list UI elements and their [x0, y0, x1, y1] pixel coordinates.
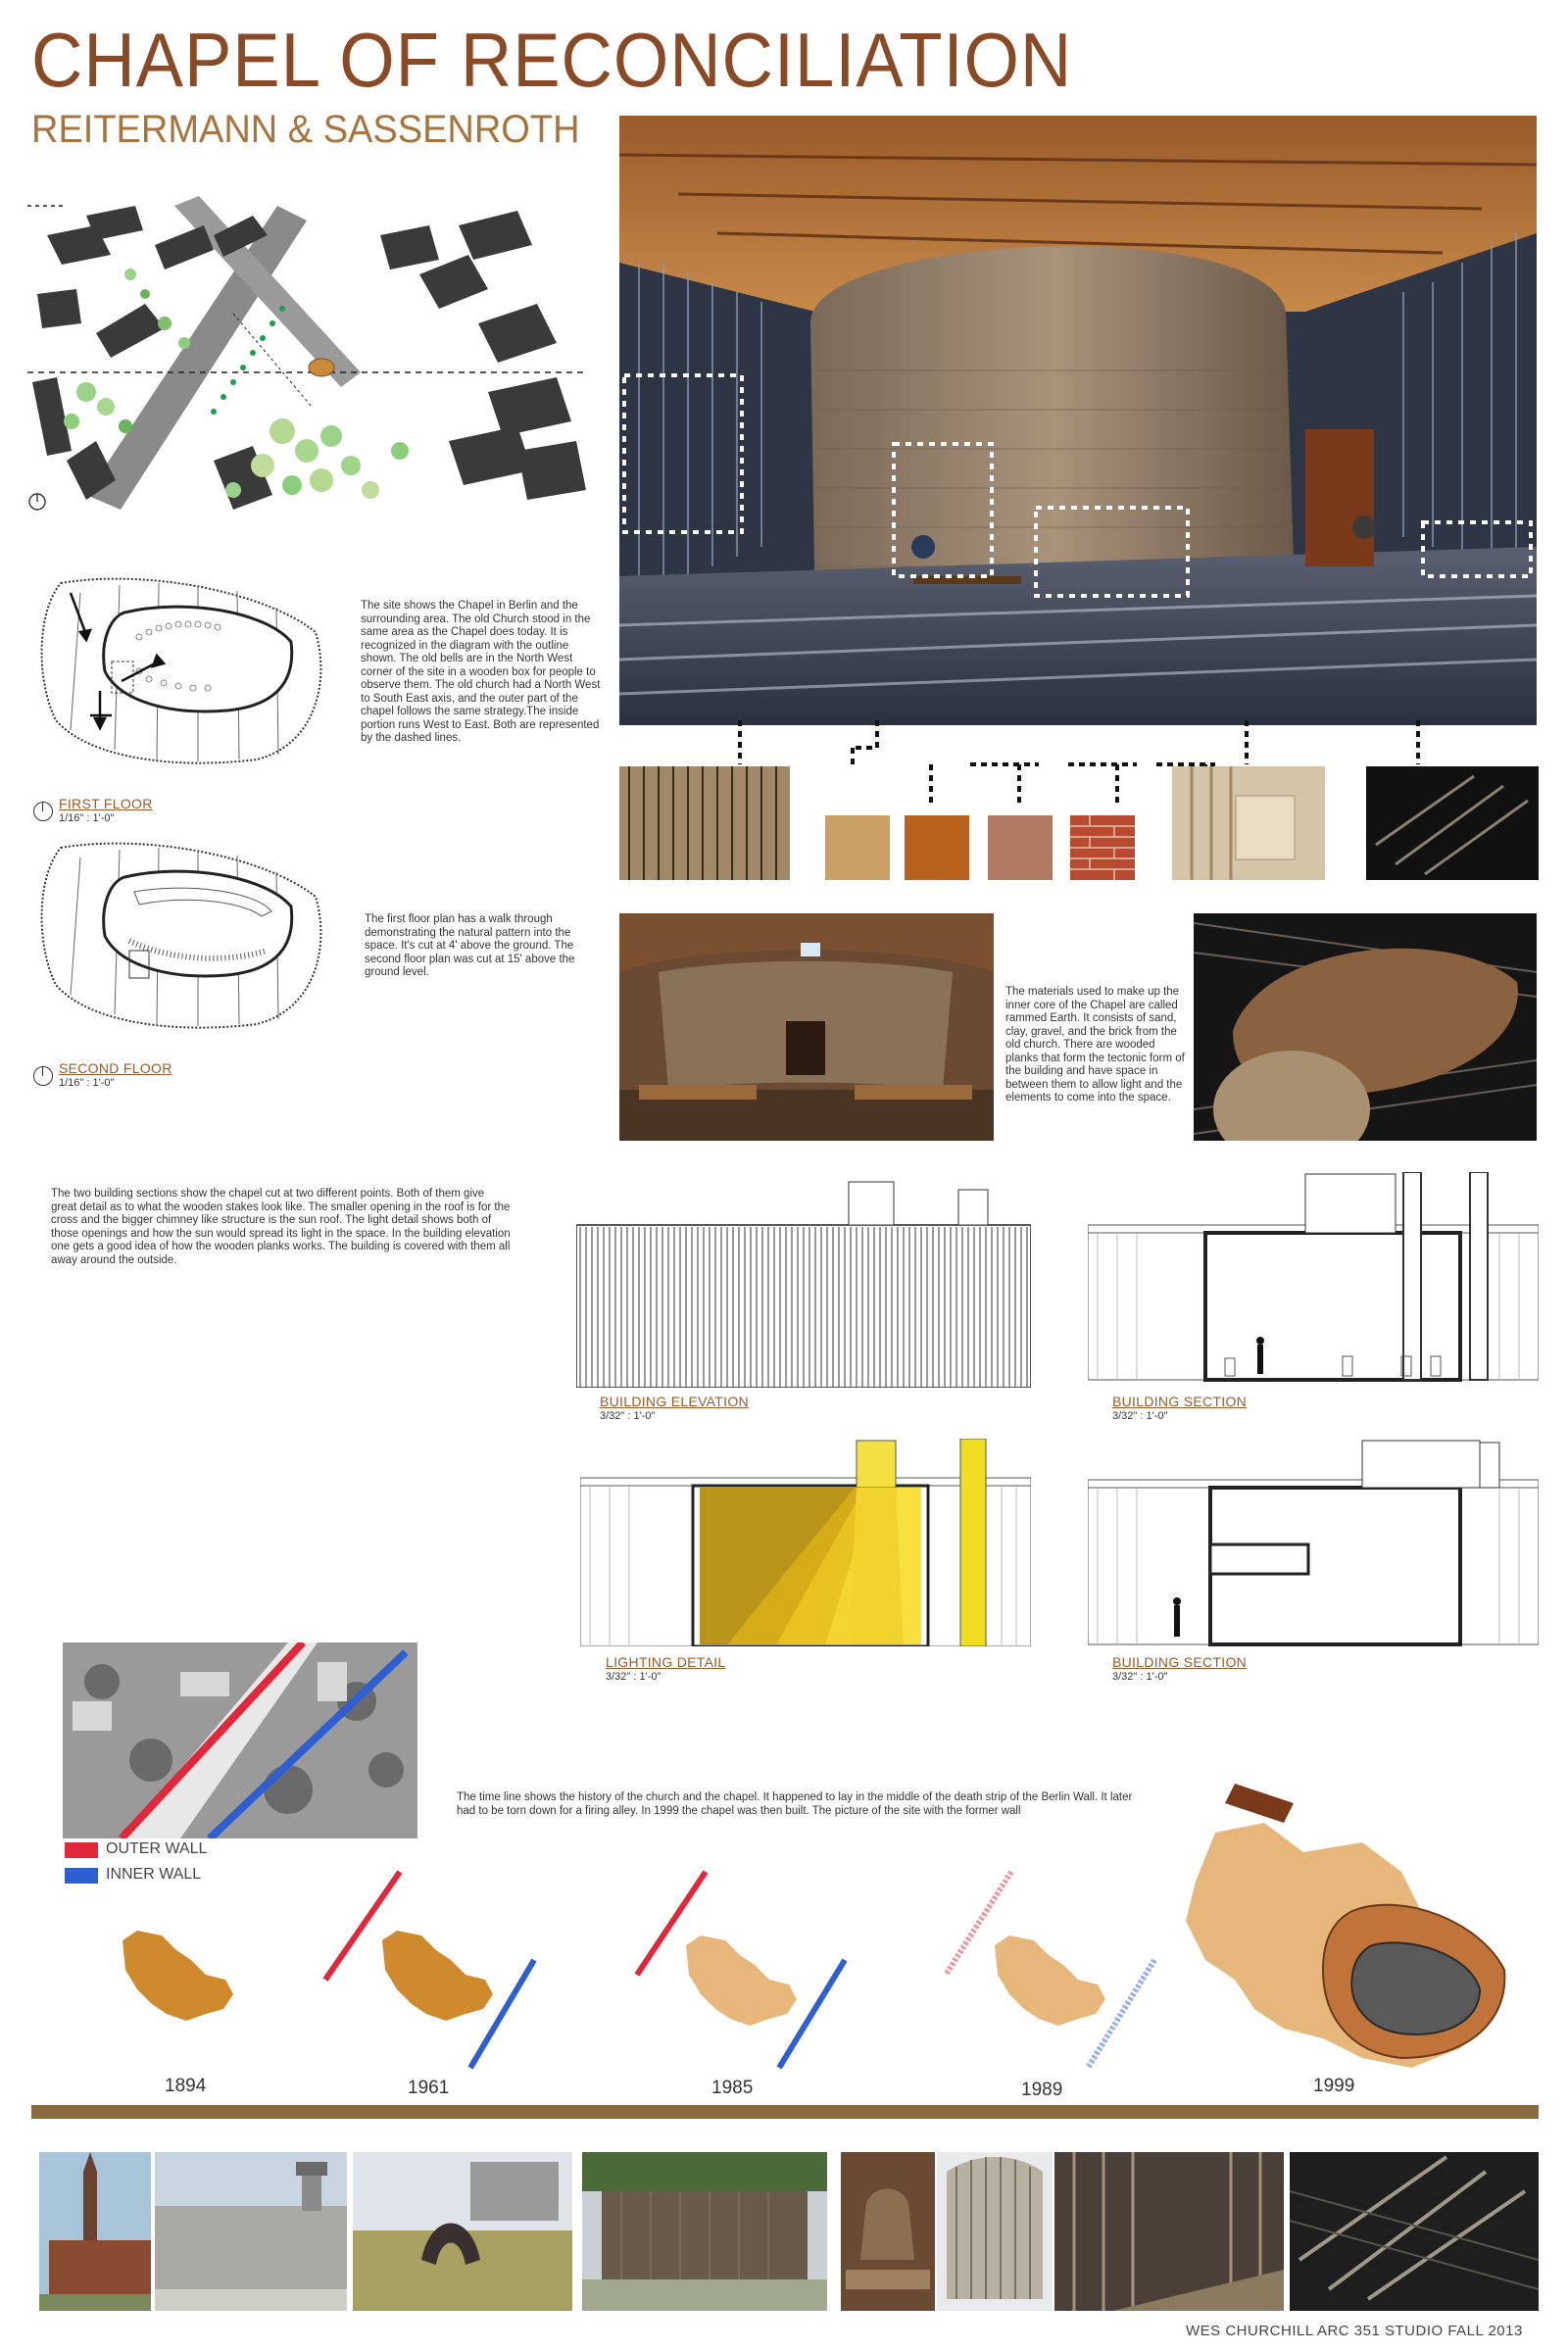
- footer-credit: WES CHURCHILL ARC 351 STUDIO FALL 2013: [1186, 2323, 1523, 2339]
- slat-shadow-photo: [1054, 2152, 1284, 2311]
- site-description: The site shows the Chapel in Berlin and the surrounding area. The old Church stood in the same area as the Chapel does today. It is recognized in the diagram with the outline shown. The old bells are in the North West corner of the site in a wooden box for people to observe them. The old church had a North West to South East axis, and the outer part of the chapel follows the same strategy.The inside portion runs West to East. Both are represented by the dashed lines.: [361, 600, 601, 744]
- clay-swatch: [905, 815, 969, 880]
- section2-caption: BUILDING SECTION: [1112, 1654, 1248, 1670]
- outer-wall-swatch: [65, 1842, 98, 1858]
- first-floor-caption: FIRST FLOOR: [59, 796, 153, 811]
- roof-slats-photo: [1366, 766, 1539, 880]
- interior-panorama-photo: [619, 913, 994, 1141]
- second-floor-caption: SECOND FLOOR: [59, 1060, 172, 1076]
- section2-scale: 3/32" : 1'-0": [1112, 1671, 1168, 1683]
- dome-photo: [1194, 913, 1537, 1141]
- year-1999: 1999: [1313, 2076, 1355, 2096]
- first-floor-scale: 1/16" : 1'-0": [59, 812, 115, 824]
- first-floor-plan: [31, 573, 335, 769]
- drawings-description: The two building sections show the chapel cut at two different points. Both of them give great detail as to what the wooden stakes look like. The smaller opening in the roof is for the cross and the bigger chimney like structure is the sun roof. The light detail shows both of those openings and how the sun would spread its light in the space. In the building elevation one gets a good idea of how the wooden planks works. The building is covered with them all away around the outside.: [51, 1188, 511, 1266]
- wood-planks-photo: [619, 766, 790, 880]
- church-1894-photo: [39, 2152, 151, 2311]
- slat-facade-photo: [937, 2152, 1053, 2311]
- chapel-exterior-photo: [582, 2152, 827, 2311]
- year-1894: 1894: [165, 2076, 207, 2096]
- roof-opening-photo: [1290, 2152, 1539, 2311]
- inner-wall-label: INNER WALL: [106, 1866, 202, 1883]
- timeline-diagrams: [108, 1764, 1519, 2078]
- sculpture-photo: [353, 2152, 572, 2311]
- brick-swatch: [1070, 815, 1135, 880]
- elevation-scale: 3/32" : 1'-0": [600, 1410, 656, 1422]
- timeline-divider: [31, 2105, 1539, 2119]
- sand-swatch: [825, 815, 890, 880]
- poster-title: CHAPEL OF RECONCILIATION: [31, 17, 1073, 103]
- timeline-description: The time line shows the history of the church and the chapel. It happened to lay in the middle of the death strip of the Berlin Wall. It later had to be torn down for a firing alley. In 1999 the chapel was then built. The picture of the site with the former wall: [457, 1791, 1133, 1817]
- materials-description: The materials used to make up the inner core of the Chapel are called rammed Earth. It consists of sand, clay, gravel, and the brick from the old church. There are wooded planks that form the tectonic form of the building and have space in between them to allow light and the elements to come into the space.: [1005, 986, 1185, 1103]
- building-section-2-drawing: [1088, 1437, 1539, 1646]
- building-section-drawing: [1088, 1172, 1539, 1388]
- section1-scale: 3/32" : 1'-0": [1112, 1410, 1168, 1422]
- year-1989: 1989: [1021, 2080, 1063, 2100]
- main-interior-photo: [619, 116, 1537, 725]
- building-elevation-drawing: [576, 1176, 1031, 1388]
- inner-wall-swatch: [65, 1868, 98, 1884]
- year-1985: 1985: [711, 2078, 754, 2098]
- berlin-wall-photo: [155, 2152, 347, 2311]
- second-floor-scale: 1/16" : 1'-0": [59, 1077, 115, 1089]
- section1-caption: BUILDING SECTION: [1112, 1394, 1248, 1409]
- first-floor-north-icon: [33, 802, 53, 821]
- second-floor-north-icon: [33, 1066, 53, 1086]
- year-1961: 1961: [408, 2078, 450, 2098]
- outer-wall-label: OUTER WALL: [106, 1840, 208, 1857]
- lighting-caption: LIGHTING DETAIL: [606, 1654, 726, 1670]
- site-plan: [27, 196, 596, 519]
- bell-photo: [841, 2152, 935, 2311]
- wood-base-photo: [1172, 766, 1325, 880]
- poster-subtitle: REITERMANN & SASSENROTH: [31, 108, 580, 151]
- lighting-detail-drawing: [580, 1439, 1031, 1646]
- gravel-swatch: [988, 815, 1053, 880]
- second-floor-plan: [31, 838, 335, 1034]
- elevation-caption: BUILDING ELEVATION: [600, 1394, 749, 1409]
- floor-plan-description: The first floor plan has a walk through demonstrating the natural pattern into the space. It's cut at 4' above the ground. The second floor plan was cut at 15' above the ground level.: [365, 913, 575, 978]
- lighting-scale: 3/32" : 1'-0": [606, 1671, 662, 1683]
